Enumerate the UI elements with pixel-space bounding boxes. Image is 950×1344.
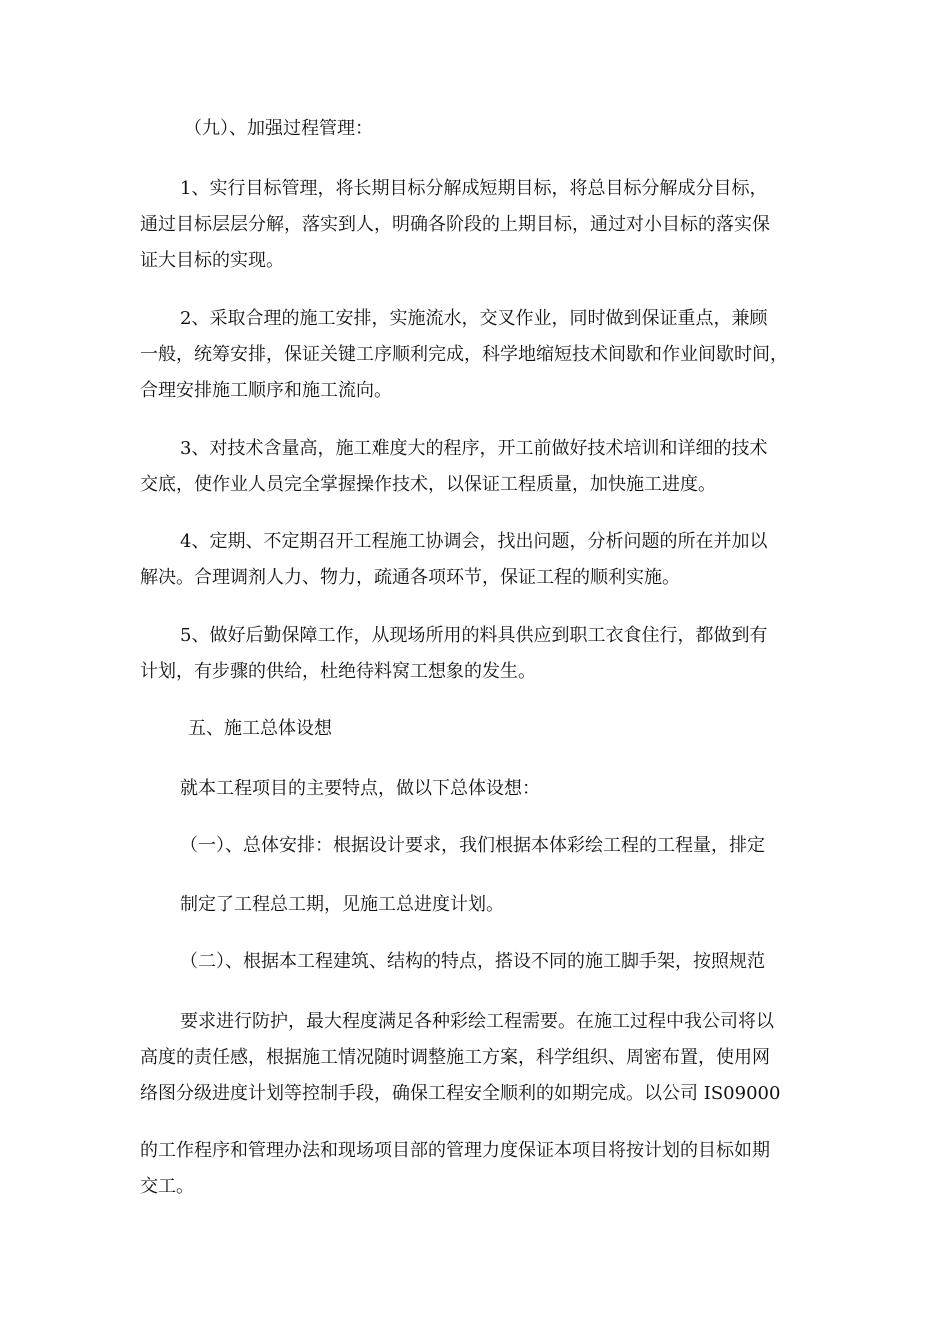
item1-line3: 证大目标的实现。 [140, 250, 284, 271]
item1-line1: 1、实行目标管理，将长期目标分解成短期目标，将总目标分解成分目标， [180, 178, 768, 199]
item2-line2: 一般，统筹安排，保证关键工序顺利完成，科学地缩短技术间歇和作业间歇时间， [140, 344, 788, 365]
part2-line2: 要求进行防护，最大程度满足各种彩绘工程需要。在施工过程中我公司将以 [180, 1011, 774, 1032]
part2-line1: （二）、根据本工程建筑、结构的特点，搭设不同的施工脚手架，按照规范 [180, 951, 765, 972]
item5-line2: 计划，有步骤的供给，杜绝待料窝工想象的发生。 [140, 661, 536, 682]
part2-line4: 络图分级进度计划等控制手段，确保工程安全顺利的如期完成。以公司 IS09000 [140, 1083, 781, 1104]
item2-line1: 2、采取合理的施工安排，实施流水，交叉作业，同时做到保证重点，兼顾 [180, 308, 768, 329]
item2-line3: 合理安排施工顺序和施工流向。 [140, 380, 392, 401]
part1-line2: 制定了工程总工期，见施工总进度计划。 [180, 894, 504, 915]
section-nine-heading: （九）、加强过程管理： [184, 118, 373, 139]
item1-line2: 通过目标层层分解，落实到人，明确各阶段的上期目标，通过对小目标的落实保 [140, 214, 770, 235]
part2-line3: 高度的责任感，根据施工情况随时调整施工方案，科学组织、周密布置，使用网 [140, 1047, 770, 1068]
section-five-intro: 就本工程项目的主要特点，做以下总体设想： [180, 778, 540, 799]
item4-line1: 4、定期、不定期召开工程施工协调会，找出问题，分析问题的所在并加以 [180, 531, 768, 552]
item3-line2: 交底，使作业人员完全掌握操作技术，以保证工程质量，加快施工进度。 [140, 474, 716, 495]
item4-line2: 解决。合理调剂人力、物力，疏通各项环节，保证工程的顺利实施。 [140, 567, 680, 588]
item5-line1: 5、做好后勤保障工作，从现场所用的料具供应到职工衣食住行，都做到有 [180, 625, 768, 646]
part1-line1: （一）、总体安排：根据设计要求，我们根据本体彩绘工程的工程量，排定 [180, 835, 765, 856]
part2-line5: 的工作程序和管理办法和现场项目部的管理力度保证本项目将按计划的目标如期 [140, 1140, 770, 1161]
item3-line1: 3、对技术含量高，施工难度大的程序，开工前做好技术培训和详细的技术 [180, 438, 768, 459]
section-five-heading: 五、施工总体设想 [188, 718, 332, 739]
part2-line6: 交工。 [140, 1176, 194, 1197]
